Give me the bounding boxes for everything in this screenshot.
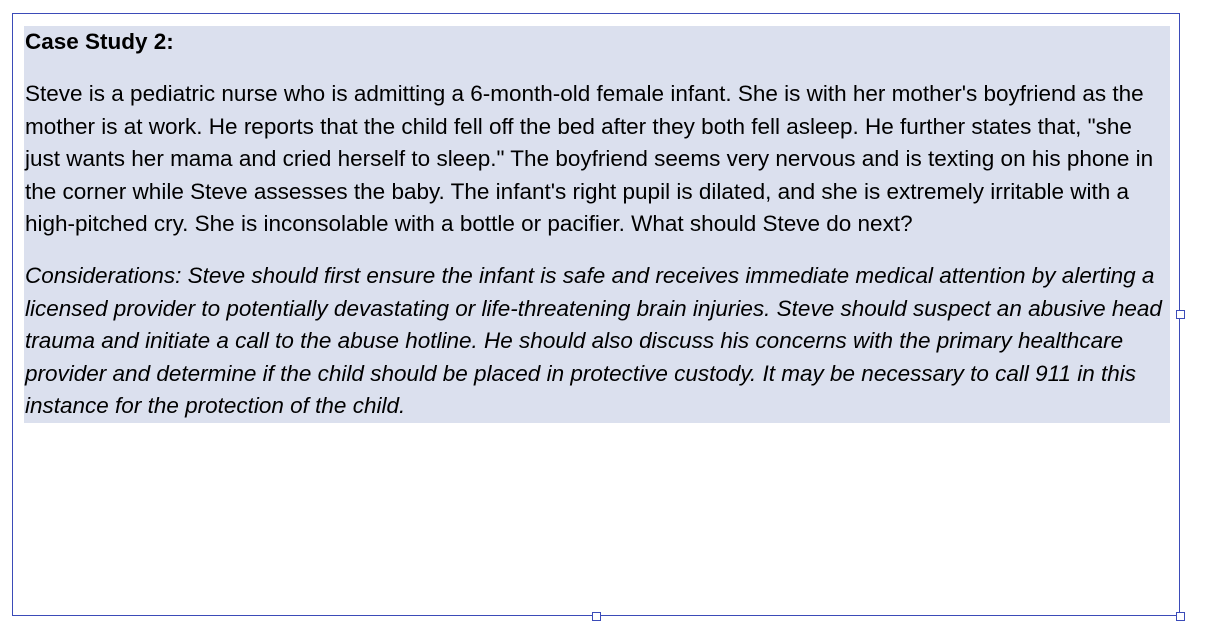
resize-handle-bottom-right[interactable] [1176, 612, 1185, 621]
resize-handle-bottom[interactable] [592, 612, 601, 621]
text-box-content[interactable] [24, 26, 1170, 423]
case-scenario-paragraph: Steve is a pediatric nurse who is admitting a 6-month-old female infant. She is with her mother's boyfriend as the mother is at work. He reports that the child fell off the bed after they both fell asleep. He further states that, "she just wants her mama and cried herself to sleep." The boyfriend seems very nervous and is texting on his phone in the corner while Steve assesses the baby. The infant's right pupil is dilated, and she is extremely irritable with a high-pitched cry. She is inconsolable with a bottle or pacifier. What should Steve do next? [25, 81, 1154, 237]
considerations-paragraph: Considerations: Steve should first ensure the infant is safe and receives immediate medical attention by alerting a licensed provider to potentially devastating or life-threatening brain injuries. Steve should suspect an abusive head trauma and initiate a call to the abuse hotline. He should also discuss his concerns with the primary healthcare provider and determine if the child should be placed in protective custody. It may be necessary to call 911 in this instance for the protection of the child. [25, 263, 1162, 419]
resize-handle-right[interactable] [1176, 310, 1185, 319]
case-study-title: Case Study 2: [25, 29, 174, 54]
